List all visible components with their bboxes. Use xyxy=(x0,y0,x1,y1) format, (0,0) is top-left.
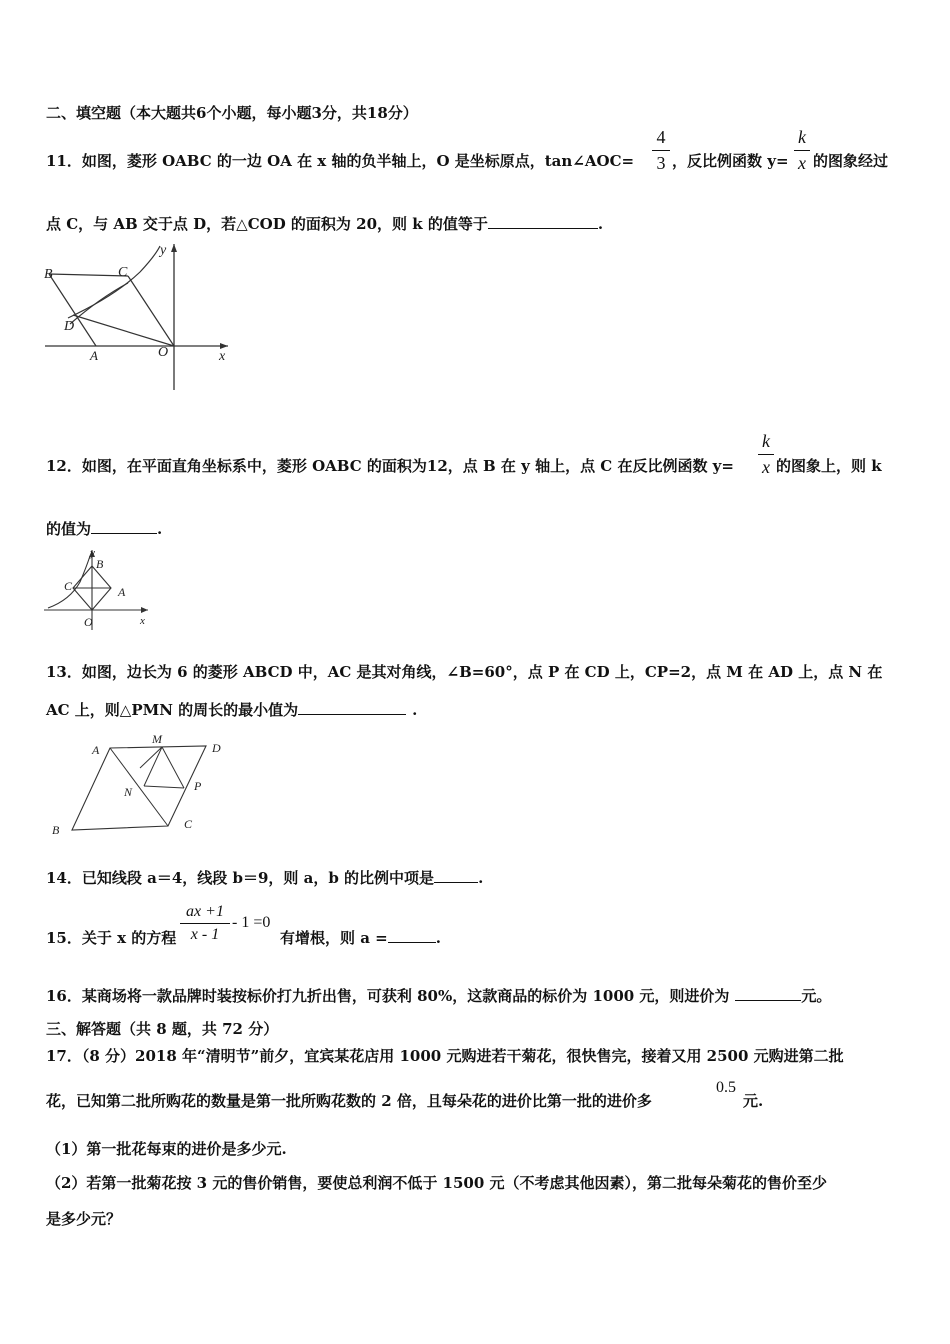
q16-text: 16．某商场将一款品牌时装按标价打九折出售，可获利 80%，这款商品的标价为 1000 元，则进价为 xyxy=(46,987,730,1005)
q11-line2-end: . xyxy=(597,215,604,233)
q11-tan-fraction xyxy=(652,127,670,174)
q14-text: 14．已知线段 a＝4，线段 b＝9，则 a，b 的比例中项是 xyxy=(46,869,435,887)
q12-k-numerator: k xyxy=(762,431,770,451)
q13-answer-blank[interactable] xyxy=(298,700,406,715)
q11-k-numerator: k xyxy=(798,127,806,147)
q15-suffix-line xyxy=(280,928,441,948)
q11-label-A: A xyxy=(90,348,98,363)
q11-answer-blank[interactable] xyxy=(488,214,598,229)
section-heading-solutions: 三、解答题（共 8 题，共 72 分） xyxy=(46,1020,279,1038)
q12-text-part1: 12．如图，在平面直角坐标系中，菱形 OABC 的面积为12，点 B 在 y 轴上，点 C 在反比例函数 y= xyxy=(46,457,734,475)
q11-line2 xyxy=(46,214,603,234)
q13-label-A: A xyxy=(92,743,100,757)
q15-fraction xyxy=(180,903,230,944)
q17-line2: 花，已知第二批所购花的数量是第一批所购花数的 2 倍，且每朵花的进价比第一批的进价多 xyxy=(46,1092,652,1110)
q11-label-O: O xyxy=(158,345,169,360)
q12-text-part2: 的图象上，则 k xyxy=(776,457,882,475)
q13-label-N: N xyxy=(124,785,133,799)
q12-label-x: x xyxy=(140,615,145,627)
q11-figure xyxy=(40,238,240,394)
q13-line2-text: AC 上，则△PMN 的周长的最小值为 xyxy=(46,701,299,719)
q12-label-C: C xyxy=(64,579,73,593)
q12-label-O: O xyxy=(84,615,93,629)
q13-label-M: M xyxy=(152,732,162,746)
q13-line2-end: . xyxy=(412,701,418,719)
q12-line2 xyxy=(46,519,162,539)
q17-value: 0.5 xyxy=(716,1079,736,1096)
q12-label-y: y xyxy=(90,547,95,559)
q11-label-y: y xyxy=(160,243,167,258)
section-heading-fill-in: 二、填空题（本大题共6个小题，每小题3分，共18分） xyxy=(46,104,418,122)
q11-label-B: B xyxy=(44,267,53,282)
q15-prefix: 15．关于 x 的方程 xyxy=(46,929,177,947)
q11-k-fraction xyxy=(794,127,810,174)
q12-label-A: A xyxy=(118,585,126,599)
q12-k-denominator: x xyxy=(762,457,770,477)
q11-line2-text: 点 C，与 AB 交于点 D，若△COD 的面积为 20，则 k 的值等于 xyxy=(46,215,488,233)
q13-label-D: D xyxy=(212,741,221,755)
q12-figure xyxy=(40,546,160,632)
q15-numerator: ax +1 xyxy=(186,903,224,920)
q11-line1 xyxy=(46,151,634,171)
q13-line1: 13．如图，边长为 6 的菱形 ABCD 中，AC 是其对角线，∠B=60°，点 P 在 CD 上，CP=2，点 M 在 AD 上，点 N 在 xyxy=(46,663,883,681)
q13-label-P: P xyxy=(194,779,202,793)
q14-line xyxy=(46,868,483,888)
q16-end: 元。 xyxy=(801,987,832,1005)
q14-end: . xyxy=(478,869,484,887)
q15-suffix: 有增根，则 a = xyxy=(280,929,388,947)
q11-tan-denominator: 3 xyxy=(656,153,666,173)
q12-line2-text: 的值为 xyxy=(46,520,92,538)
q12-k-fraction xyxy=(758,431,774,478)
q17-sub2: （2）若第一批菊花按 3 元的售价销售，要使总利润不低于 1500 元（不考虑其他因素），第二批每朵菊花的售价至少 xyxy=(46,1174,828,1192)
q15-answer-blank[interactable] xyxy=(388,928,436,943)
q17-sub1: （1）第一批花每束的进价是多少元. xyxy=(46,1140,287,1158)
q13-label-B: B xyxy=(52,823,60,837)
q16-line xyxy=(46,986,831,1006)
q16-answer-blank[interactable] xyxy=(735,986,801,1001)
q12-line2-end: . xyxy=(157,520,163,538)
q17-line1: 17．（8 分）2018 年“清明节”前夕，宜宾某花店用 1000 元购进若干菊花，很快售完，接着又用 2500 元购进第二批 xyxy=(46,1047,844,1065)
q15-equation-tail: - 1 =0 xyxy=(232,914,271,931)
q13-figure xyxy=(44,730,234,840)
q11-label-C: C xyxy=(118,265,128,280)
q11-text-part1: 11．如图，菱形 OABC 的一边 OA 在 x 轴的负半轴上，O 是坐标原点，tan∠AOC= xyxy=(46,152,635,170)
q12-label-B: B xyxy=(96,557,104,571)
q15-denominator: x - 1 xyxy=(190,926,220,943)
q11-label-D: D xyxy=(64,319,75,334)
q14-answer-blank[interactable] xyxy=(434,868,478,883)
q11-text-part3: 的图象经过 xyxy=(813,152,889,170)
q12-answer-blank[interactable] xyxy=(91,519,157,534)
q17-line2-end: 元. xyxy=(743,1092,764,1110)
q11-text-part2: ，反比例函数 y= xyxy=(672,152,789,170)
q13-line2 xyxy=(46,700,417,720)
q15-end: . xyxy=(435,929,441,947)
q13-label-C: C xyxy=(184,817,193,831)
q11-tan-numerator: 4 xyxy=(656,127,666,147)
q11-label-x: x xyxy=(219,349,226,364)
q11-k-denominator: x xyxy=(798,153,806,173)
q17-sub2b: 是多少元？ xyxy=(46,1210,122,1228)
